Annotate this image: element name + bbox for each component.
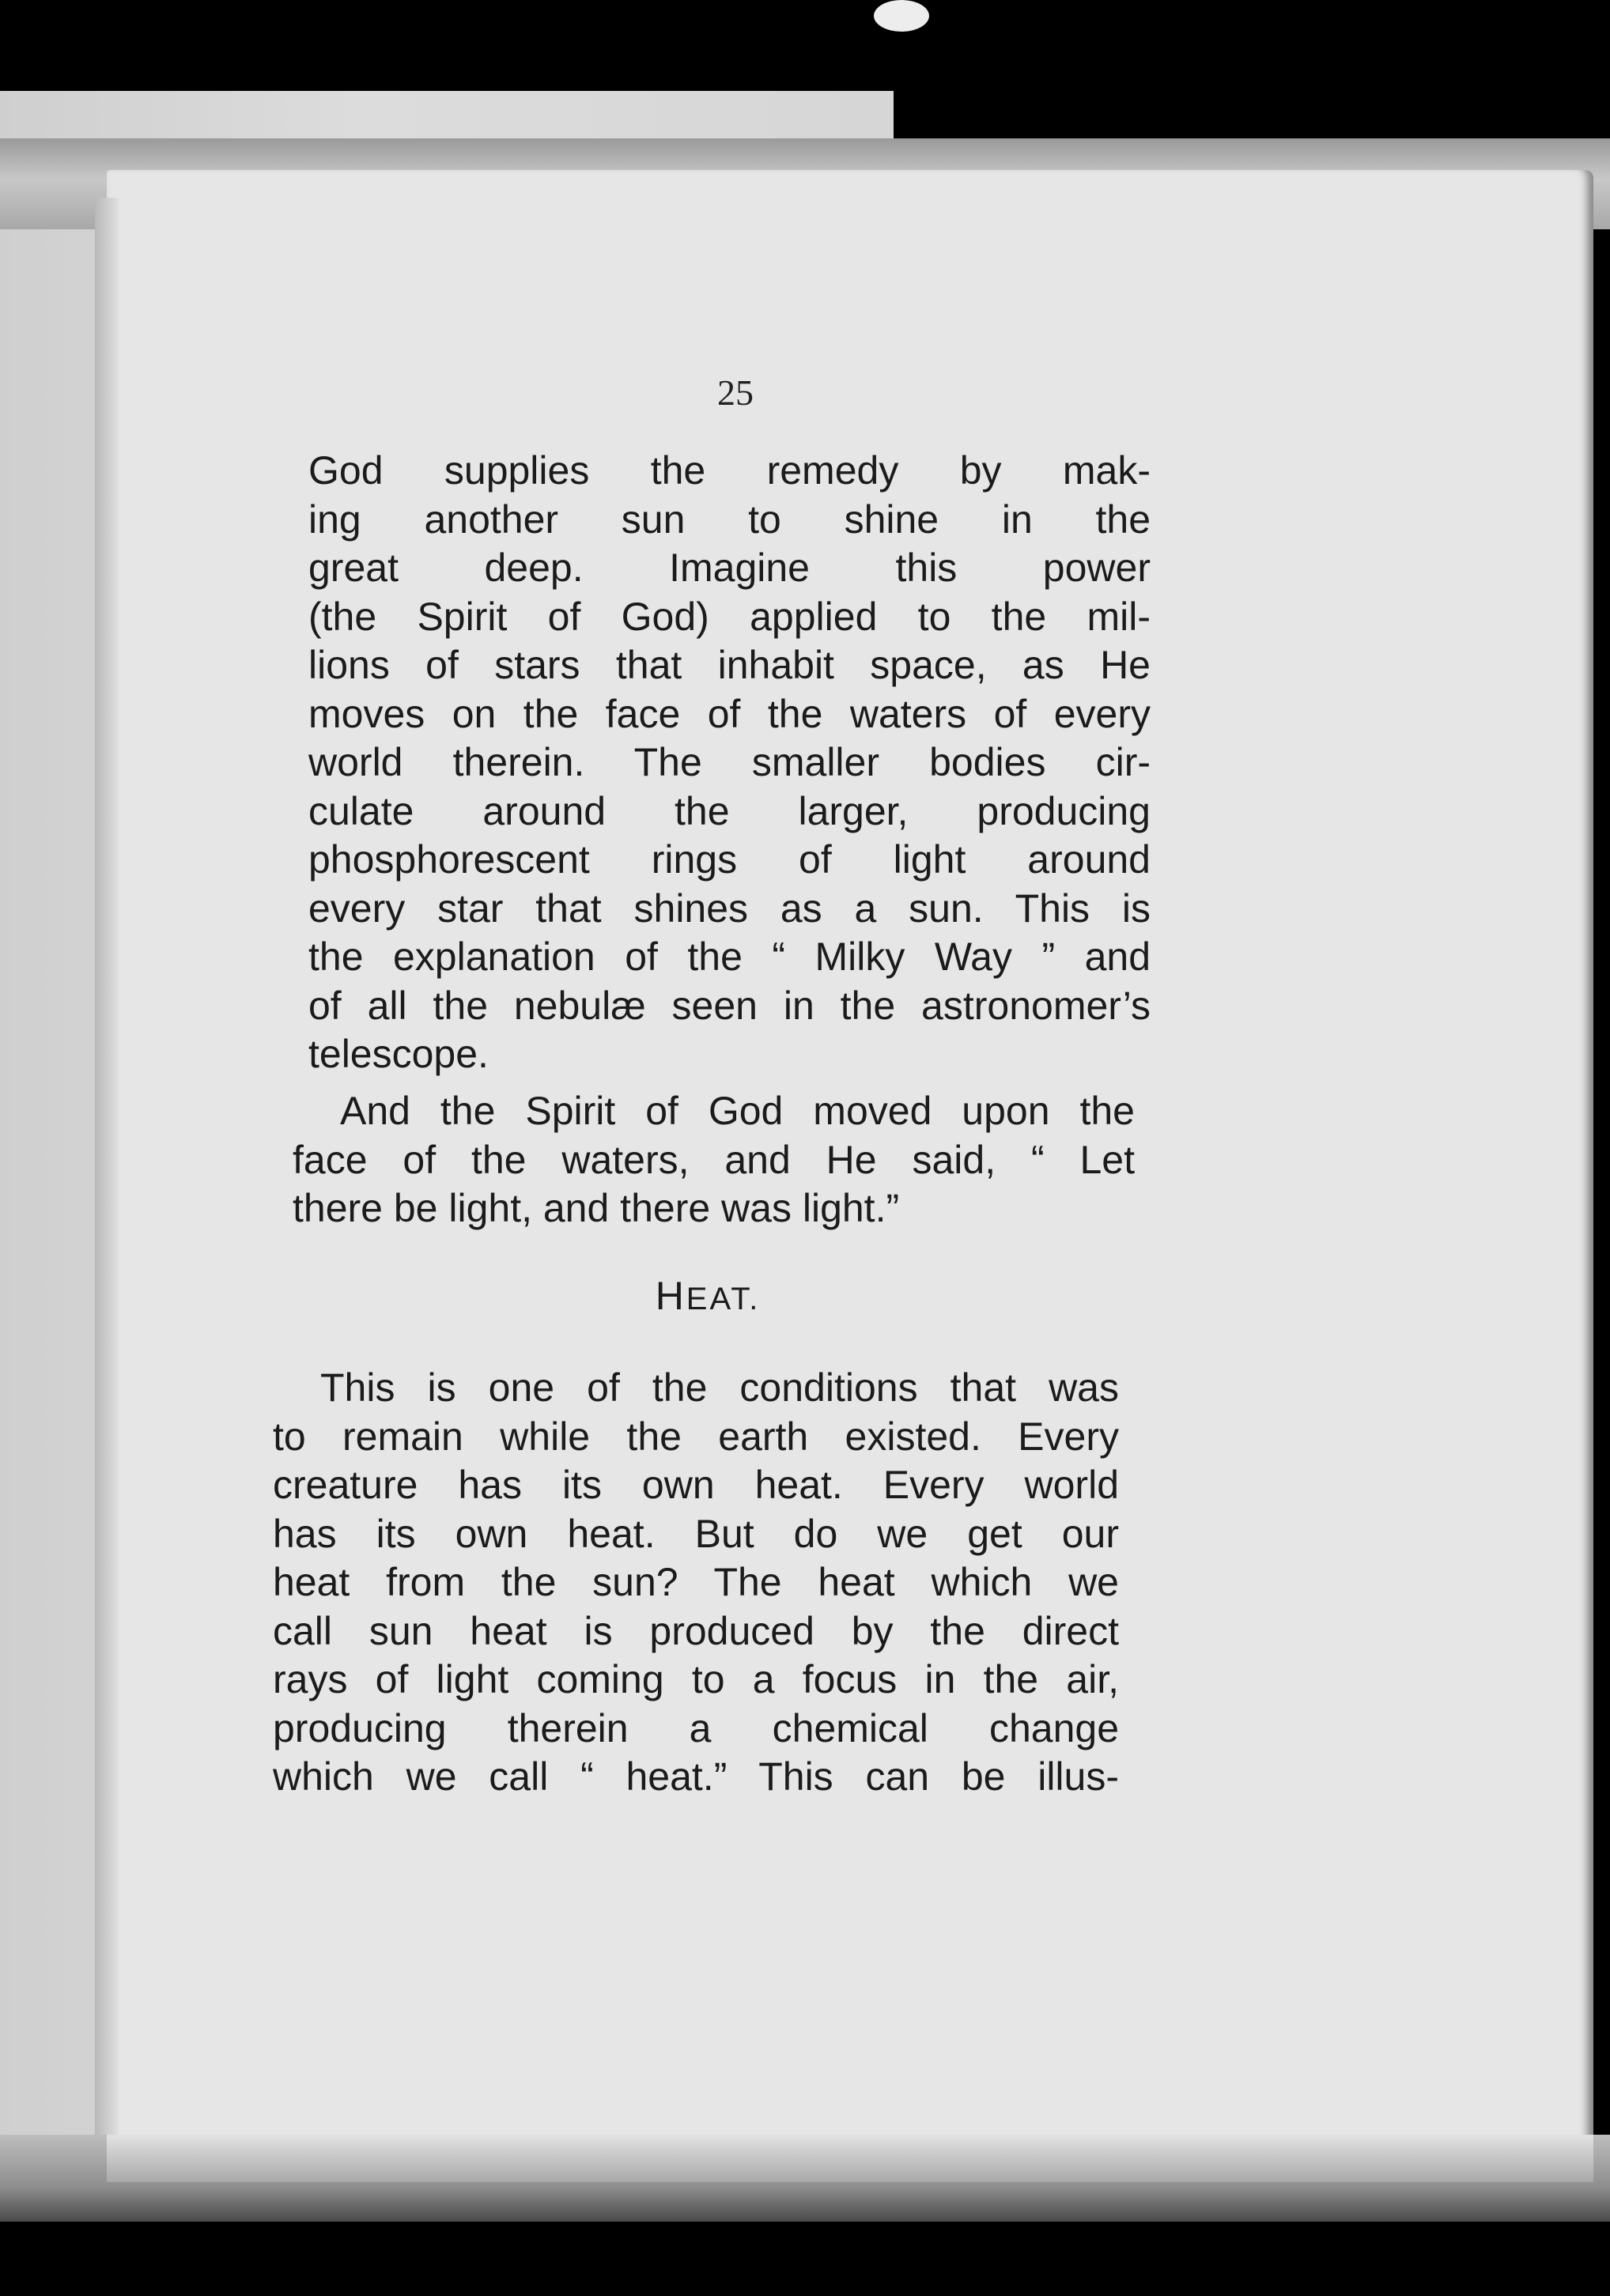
text-line: there be light, and there was light.”	[293, 1186, 900, 1230]
text-line: moves on the face of the waters of every	[308, 691, 1151, 736]
text-line: which we call “ heat.” This can be illus-	[273, 1754, 1119, 1799]
text-line: great deep. Imagine this power	[308, 546, 1151, 590]
text-line: telescope.	[308, 1032, 489, 1076]
text-line: creature has its own heat. Every world	[273, 1463, 1119, 1507]
text-line: (the Spirit of God) applied to the mil-	[308, 594, 1151, 639]
text-line: call sun heat is produced by the direct	[273, 1608, 1119, 1653]
paragraph-1	[308, 447, 1151, 1079]
text-line: culate around the larger, producing	[308, 788, 1151, 833]
text-line: This is one of the conditions that was	[320, 1365, 1119, 1410]
text-line: lions of stars that inhabit space, as He	[308, 643, 1151, 687]
text-line: the explanation of the “ Milky Way ” and	[308, 935, 1151, 979]
text-line: heat from the sun? The heat which we	[273, 1560, 1119, 1604]
text-line: God supplies the remedy by mak-	[308, 448, 1151, 493]
text-line: to remain while the earth existed. Every	[273, 1414, 1119, 1459]
paragraph-3	[273, 1364, 1119, 1802]
page-number: 25	[717, 372, 754, 413]
text-line: world therein. The smaller bodies cir-	[308, 740, 1151, 784]
page-gutter	[95, 198, 119, 2174]
text-line: face of the waters, and He said, “ Let	[293, 1137, 1135, 1182]
light-spot	[874, 0, 929, 32]
text-line: ing another sun to shine in the	[308, 497, 1151, 542]
text-line: has its own heat. But do we get our	[273, 1511, 1119, 1556]
heading-initial: H	[655, 1274, 686, 1318]
text-line: of all the nebulæ seen in the astronomer’s	[308, 983, 1151, 1028]
heading-rest: EAT.	[686, 1282, 761, 1316]
text-line: And the Spirit of God moved upon the	[340, 1089, 1135, 1133]
section-heading	[273, 1273, 1143, 1319]
text-line: rays of light coming to a focus in the air,	[273, 1657, 1119, 1701]
text-line: phosphorescent rings of light around	[308, 837, 1151, 882]
text-line: every star that shines as a sun. This is	[308, 886, 1151, 931]
text-line: producing therein a chemical change	[273, 1705, 1119, 1750]
paragraph-2	[293, 1087, 1135, 1233]
page-bottom-edge	[107, 2135, 1593, 2182]
